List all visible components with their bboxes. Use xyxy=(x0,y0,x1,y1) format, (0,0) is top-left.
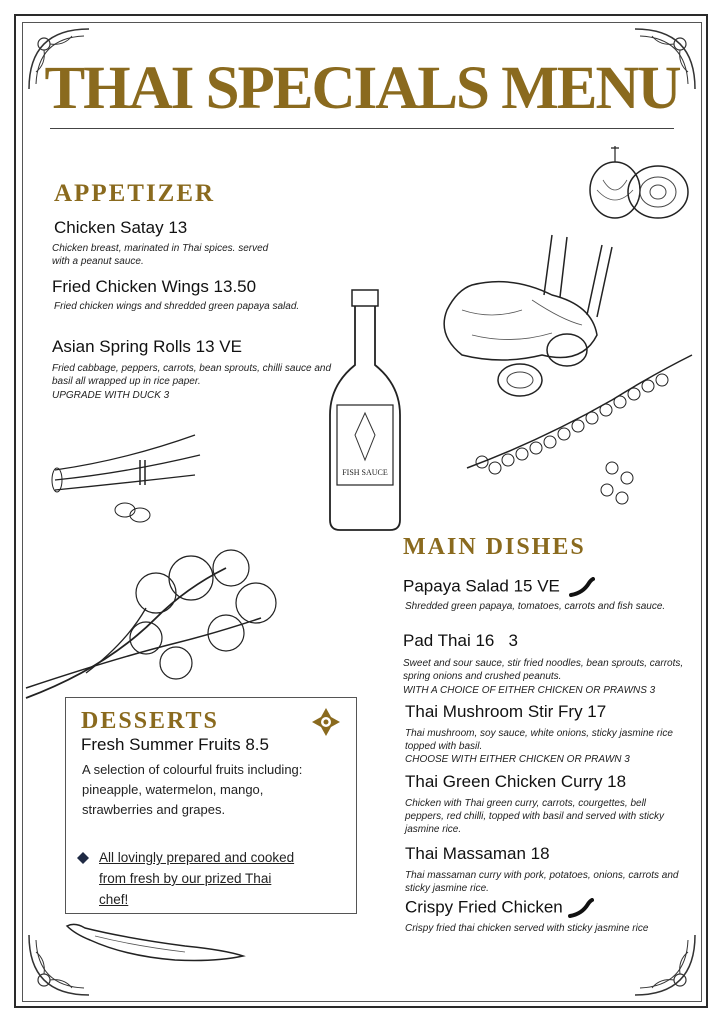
appetizer-item-desc: Fried chicken wings and shredded green papaya salad. xyxy=(54,301,300,312)
title-divider xyxy=(50,128,674,129)
main-item-name: Thai Mushroom Stir Fry 17 xyxy=(405,702,607,721)
fish-sauce-bottle-illustration xyxy=(325,285,405,535)
appetizer-item-name: Asian Spring Rolls 13 VE xyxy=(52,337,242,356)
main-item-desc: Thai mushroom, soy sauce, white onions, sticky jasmine rice topped with basil. xyxy=(405,728,673,752)
desserts-box xyxy=(65,697,357,914)
appetizer-heading: APPETIZER xyxy=(54,180,216,207)
flower-ornament-icon xyxy=(311,707,341,737)
main-item-name: Pad Thai 16 3 xyxy=(403,631,518,650)
main-item-desc: Sweet and sour sauce, stir fried noodles, bean sprouts, carrots, spring onions and crushed peanuts. xyxy=(403,658,684,682)
main-item-upgrade: CHOOSE WITH EITHER CHICKEN OR PRAWN 3 xyxy=(405,754,630,765)
main-item-label: Papaya Salad 15 VE xyxy=(403,576,560,596)
bottle-label: FISH SAUCE xyxy=(342,468,388,477)
chili-pepper-illustration xyxy=(65,918,245,968)
diamond-bullet-icon xyxy=(77,852,89,864)
appetizer-item-upgrade: UPGRADE WITH DUCK 3 xyxy=(52,390,170,401)
peppercorns-illustration xyxy=(462,350,697,510)
main-item-desc: Thai massaman curry with pork, potatoes, onions, carrots and sticky jasmine rice. xyxy=(405,870,679,894)
chef-note: All lovingly prepared and cooked from fresh by our prized Thai chef! xyxy=(99,850,295,907)
onions-illustration xyxy=(585,140,695,225)
main-item-name xyxy=(405,898,594,918)
dessert-item-desc: A selection of colourful fruits including: pineapple, watermelon, mango, strawberries and grapes. xyxy=(82,762,303,818)
desserts-heading: DESSERTS xyxy=(81,708,219,734)
coriander-illustration xyxy=(26,548,286,708)
appetizer-item-name: Fried Chicken Wings 13.50 xyxy=(52,277,257,296)
main-item-name: Thai Green Chicken Curry 18 xyxy=(405,772,627,791)
lemongrass-illustration xyxy=(45,425,205,530)
main-dishes-heading: MAIN DISHES xyxy=(403,534,586,560)
appetizer-item-name: Chicken Satay 13 xyxy=(54,218,188,237)
appetizer-item-desc: Fried cabbage, peppers, carrots, bean sprouts, chilli sauce and basil all wrapped up in rice paper. xyxy=(52,363,332,387)
appetizer-item-desc: Chicken breast, marinated in Thai spices. served with a peanut sauce. xyxy=(52,243,269,267)
dessert-item-name: Fresh Summer Fruits 8.5 xyxy=(81,735,269,754)
corner-ornament-bottom-right xyxy=(630,930,700,1000)
main-item-upgrade: WITH A CHOICE OF EITHER CHICKEN OR PRAWNS 3 xyxy=(403,685,656,696)
main-item-name xyxy=(403,577,595,597)
main-item-label: Crispy Fried Chicken xyxy=(405,897,563,917)
main-item-desc: Chicken with Thai green curry, carrots, courgettes, bell peppers, red chilli, topped with basil and served with sticky jasmine rice. xyxy=(405,798,665,835)
chili-icon xyxy=(568,898,594,918)
chili-icon xyxy=(569,577,595,597)
main-item-desc: Shredded green papaya, tomatoes, carrots and fish sauce. xyxy=(405,601,666,612)
main-item-desc: Crispy fried thai chicken served with sticky jasmine rice xyxy=(405,923,649,934)
menu-title: THAI SPECIALS MENU xyxy=(44,55,680,122)
main-item-name: Thai Massaman 18 xyxy=(405,844,550,863)
